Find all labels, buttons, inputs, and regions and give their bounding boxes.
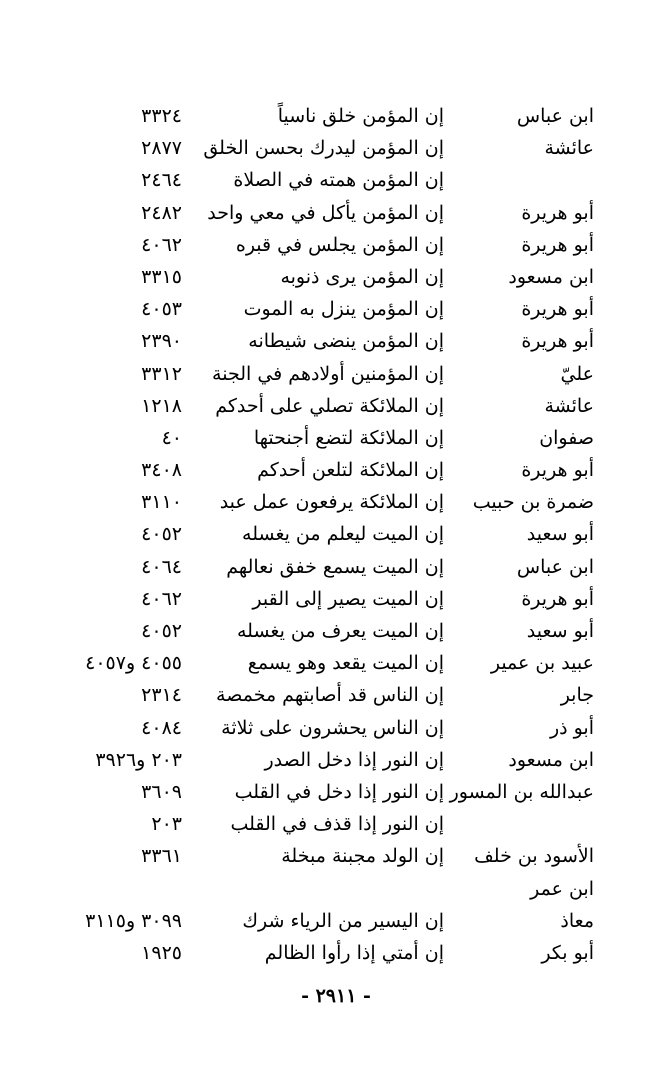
index-row <box>0 583 672 615</box>
reference-number: ٢٠٣ <box>151 813 182 836</box>
reference-number: ٤٠٥٢ <box>141 523 182 546</box>
narrator: ابن عباس <box>516 105 594 127</box>
reference-number: ٢٤٦٤ <box>141 169 182 192</box>
narrator: جابر <box>560 684 594 707</box>
index-row <box>0 937 672 969</box>
reference-number: ٣٣١٢ <box>141 362 182 385</box>
reference-number: ٤٠ <box>161 426 182 449</box>
index-row <box>0 615 672 647</box>
index-row <box>0 358 672 390</box>
index-row <box>0 325 672 357</box>
narrator: عائشة <box>544 394 594 417</box>
narrator: عبيد بن عمير <box>490 652 594 675</box>
hadith-text: إن المؤمن يأكل في معي واحد <box>207 201 444 224</box>
reference-number: ٣١١٠ <box>141 491 182 514</box>
index-row <box>0 132 672 164</box>
reference-number: ٢٣٩٠ <box>141 330 182 353</box>
hadith-text: إن النور إذا قذف في القلب <box>230 813 444 836</box>
narrator: عائشة <box>544 137 594 160</box>
reference-number: ٣٣٢٤ <box>141 105 182 127</box>
hadith-text: إن النور إذا دخل في القلب <box>234 780 444 803</box>
hadith-text: إن الميت ليعلم من يغسله <box>242 523 444 546</box>
hadith-text: إن الميت يصير إلى القبر <box>252 587 444 610</box>
reference-number: ٤٠٨٤ <box>141 716 182 739</box>
reference-number: ٣٦٠٩ <box>141 780 182 803</box>
hadith-text: إن الناس يحشرون على ثلاثة <box>221 716 444 739</box>
hadith-text: إن الميت يقعد وهو يسمع <box>247 652 444 675</box>
hadith-text: إن الميت يسمع خفق نعالهم <box>226 555 444 578</box>
narrator: أبو هريرة <box>521 298 594 321</box>
index-row <box>0 776 672 808</box>
narrator: أبو هريرة <box>521 330 594 353</box>
reference-number: ٣٤٠٨ <box>141 459 182 482</box>
reference-number: ٤٠٥٢ <box>141 620 182 642</box>
narrator: أبو هريرة <box>521 459 594 482</box>
index-row <box>0 390 672 422</box>
hadith-text: إن المؤمنين أولادهم في الجنة <box>212 362 444 385</box>
hadith-text: إن المؤمن ليدرك بحسن الخلق <box>203 137 444 160</box>
hadith-text: إن النور إذا دخل الصدر <box>264 748 444 771</box>
reference-number: ١٢١٨ <box>141 394 182 417</box>
reference-number: ٣٣١٥ <box>141 265 182 288</box>
reference-number: ٤٠٦٢ <box>141 233 182 256</box>
hadith-text: إن أمتي إذا رأوا الظالم <box>264 941 444 964</box>
reference-number: ١٩٢٥ <box>141 941 182 964</box>
narrator: ابن عباس <box>516 555 594 578</box>
narrator: عبدالله بن المسور <box>449 780 594 803</box>
hadith-text: إن اليسير من الرياء شرك <box>242 909 444 932</box>
narrator: صفوان <box>539 426 594 449</box>
index-row <box>0 261 672 293</box>
narrator: ضمرة بن حبيب <box>472 491 594 514</box>
index-row <box>0 744 672 776</box>
reference-number: ٤٠٦٤ <box>141 555 182 578</box>
reference-number: ٤٠٥٥ و٤٠٥٧ <box>85 652 182 675</box>
index-row <box>0 679 672 711</box>
narrator: عليّ <box>560 362 594 385</box>
reference-number: ٤٠٥٣ <box>141 298 182 321</box>
hadith-text: إن الميت يعرف من يغسله <box>237 620 444 642</box>
narrator: أبو هريرة <box>521 201 594 224</box>
narrator: ابن مسعود <box>508 265 594 288</box>
index-row <box>0 518 672 550</box>
page-number: - ٢٩١١ - <box>301 985 371 1007</box>
index-row <box>0 808 672 840</box>
narrator: أبو هريرة <box>521 233 594 256</box>
hadith-text: إن الملائكة لتلعن أحدكم <box>257 459 444 482</box>
index-row <box>0 164 672 196</box>
hadith-text: إن المؤمن يجلس في قبره <box>235 233 444 256</box>
narrator: أبو سعيد <box>526 620 594 642</box>
index-row <box>0 293 672 325</box>
narrator: أبو هريرة <box>521 587 594 610</box>
hadith-text: إن المؤمن ينضى شيطانه <box>248 330 444 353</box>
reference-number: ٢٤٨٢ <box>141 201 182 224</box>
hadith-index-list <box>0 100 672 969</box>
hadith-text: إن المؤمن يرى ذنوبه <box>280 265 444 288</box>
narrator: معاذ <box>560 909 594 932</box>
narrator: أبو سعيد <box>526 523 594 546</box>
hadith-text: إن الملائكة يرفعون عمل عبد <box>219 491 444 514</box>
reference-number: ٣٣٦١ <box>141 845 182 868</box>
reference-number: ٢٠٣ و٣٩٢٦ <box>95 748 182 771</box>
hadith-text: إن المؤمن همته في الصلاة <box>233 169 444 192</box>
narrator: أبو بكر <box>541 941 594 964</box>
narrator: ابن مسعود <box>508 748 594 771</box>
index-row <box>0 840 672 872</box>
index-row <box>0 486 672 518</box>
index-row <box>0 712 672 744</box>
index-row <box>0 647 672 679</box>
hadith-text: إن الولد مجبنة مبخلة <box>281 845 444 868</box>
index-row <box>0 229 672 261</box>
reference-number: ٣٠٩٩ و٣١١٥ <box>85 909 182 932</box>
index-row <box>0 454 672 486</box>
index-row <box>0 551 672 583</box>
reference-number: ٤٠٦٢ <box>141 587 182 610</box>
index-row <box>0 100 672 132</box>
hadith-text: إن الناس قد أصابتهم مخمصة <box>216 684 444 707</box>
hadith-text: إن الملائكة لتضع أجنحتها <box>253 426 444 449</box>
narrator: أبو ذر <box>549 716 594 739</box>
index-row <box>0 197 672 229</box>
narrator: الأسود بن خلف <box>474 845 594 868</box>
hadith-text: إن المؤمن ينزل به الموت <box>243 298 444 321</box>
hadith-text: إن المؤمن خلق ناسياً <box>277 105 444 127</box>
index-row-multi-narrator <box>0 873 672 937</box>
index-row <box>0 422 672 454</box>
narrator: ابن عمر <box>530 877 594 900</box>
reference-number: ٢٣١٤ <box>141 684 182 707</box>
hadith-text: إن الملائكة تصلي على أحدكم <box>215 394 444 417</box>
reference-number: ٢٨٧٧ <box>141 137 182 160</box>
